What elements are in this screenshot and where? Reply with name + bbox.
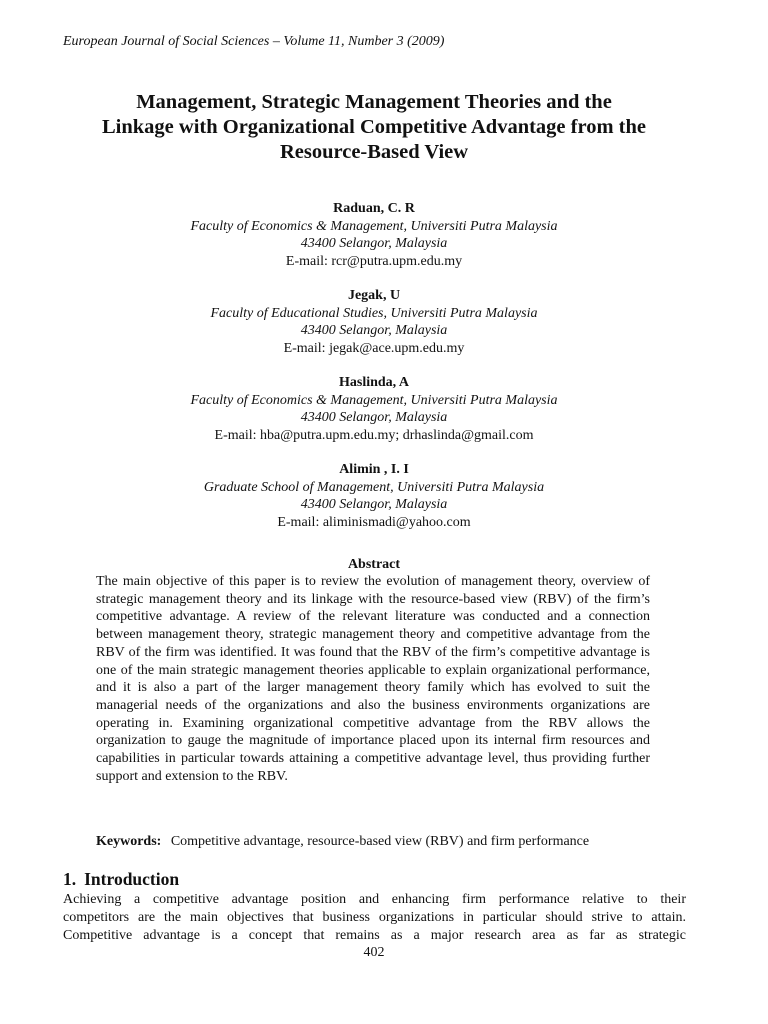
title-line: Management, Strategic Management Theories and the	[136, 91, 612, 113]
introduction-line: competitors are the main objectives that business organizations in particular should strive to attain.	[63, 909, 686, 925]
introduction-line: Achieving a competitive advantage position and enhancing firm performance relative to their	[63, 892, 686, 907]
author-location: 43400 Selangor, Malaysia	[300, 323, 448, 338]
author-email: E-mail: jegak@ace.upm.edu.my	[283, 340, 465, 356]
paper-title	[40, 90, 708, 165]
title-line: Linkage with Organizational Competitive Advantage from the	[102, 116, 646, 138]
author-block	[0, 287, 748, 357]
author-affiliation: Faculty of Economics & Management, Universiti Putra Malaysia	[190, 218, 558, 234]
keywords-text: Competitive advantage, resource-based view (RBV) and firm performance	[170, 834, 590, 849]
abstract-heading: Abstract	[347, 557, 401, 572]
author-list	[0, 200, 748, 548]
section-number: 1.	[63, 869, 77, 889]
author-affiliation: Graduate School of Management, Universiti Putra Malaysia	[203, 479, 545, 495]
author-location: 43400 Selangor, Malaysia	[300, 236, 448, 251]
author-email: E-mail: aliminismadi@yahoo.com	[277, 514, 471, 530]
author-block	[0, 200, 748, 270]
author-email: E-mail: rcr@putra.upm.edu.my	[285, 253, 463, 269]
author-name: Alimin , I. I	[339, 462, 409, 477]
author-name: Raduan, C. R	[333, 201, 415, 216]
introduction-line: Competitive advantage is a concept that remains as a major research area as far as strategic	[63, 927, 686, 943]
keywords-label: Keywords:	[96, 834, 162, 849]
author-email: E-mail: hba@putra.upm.edu.my; drhaslinda@gmail.com	[214, 427, 534, 443]
author-block	[0, 461, 748, 531]
author-affiliation: Faculty of Economics & Management, Universiti Putra Malaysia	[190, 392, 558, 408]
section-title: Introduction	[84, 869, 180, 889]
author-affiliation: Faculty of Educational Studies, Universiti Putra Malaysia	[210, 305, 538, 321]
author-name: Jegak, U	[347, 288, 401, 303]
journal-header: European Journal of Social Sciences – Volume 11, Number 3 (2009)	[63, 34, 445, 49]
title-line: Resource-Based View	[279, 141, 469, 163]
author-name: Haslinda, A	[338, 375, 410, 390]
page-number: 402	[363, 945, 385, 960]
section-heading-introduction	[63, 868, 179, 890]
author-location: 43400 Selangor, Malaysia	[300, 497, 448, 512]
author-block	[0, 374, 748, 444]
introduction-paragraph	[63, 891, 686, 944]
abstract-text: The main objective of this paper is to review the evolution of management theory, overview of strategic management theory and its linkage with the resource-based view (RBV) of the firm’s competitive advantage. A review of the relevant literature was conducted and a connection between management theory, strategic management theory and competitive advantage from the RBV of the firm was identified. It was found that the RBV of the firm’s competitive advantage is one of the main strategic management theories applicable to explain organizational performance, and it is also a part of the larger management theory family which has evolved to suit the managerial needs of the organizations and also the business environments organizations are operating in. Examining organizational competitive advantage from the RBV allows the organization to gauge the magnitude of importance placed upon its internal firm resources and capabilities in particular towards attaining a competitive advantage level, thus providing further support and extension to the RBV.	[96, 574, 650, 784]
keywords	[96, 833, 589, 850]
author-location: 43400 Selangor, Malaysia	[300, 410, 448, 425]
